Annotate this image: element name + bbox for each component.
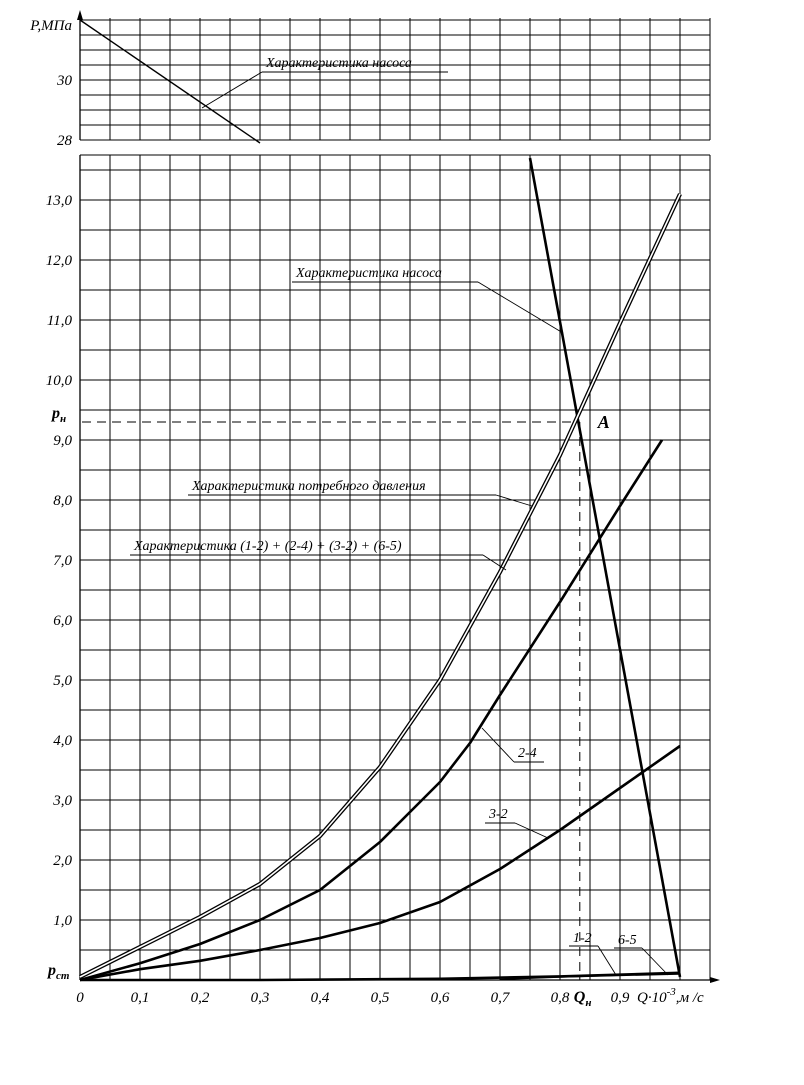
y-tick-label: 12,0 [45, 253, 72, 269]
x-tick-label: 0,3 [250, 990, 270, 1006]
label-required-pressure: Характеристика потребного давления [192, 479, 426, 494]
x-tick-label: 0,6 [430, 990, 450, 1006]
y-tick-label: 5,0 [53, 673, 72, 689]
label-6-5: 6-5 [618, 933, 637, 948]
label-2-4-leader [482, 728, 514, 762]
grid [80, 18, 710, 980]
x-tick-label: 0,7 [490, 990, 510, 1006]
y-tick-label: 6,0 [53, 613, 72, 629]
pump-curve-lower [530, 158, 680, 977]
y-axis-title: P,МПа [30, 18, 72, 34]
annotation-leaders [130, 72, 668, 975]
label-pump-upper-leader [202, 72, 262, 108]
x-tick-label: 0,8 [550, 990, 570, 1006]
x-tick-label: 0 [76, 990, 84, 1006]
y-tick-label-upper: 30 [57, 73, 72, 89]
y-tick-label: 9,0 [53, 433, 72, 449]
label-pump-lower: Характеристика насоса [296, 266, 442, 281]
operating-point-label: A [597, 412, 610, 432]
y-tick-label: 8,0 [53, 493, 72, 509]
y-tick-label: 10,0 [45, 373, 72, 389]
x-tick-label: 0,2 [190, 990, 210, 1006]
label-pump-upper: Характеристика насоса [266, 56, 412, 71]
y-tick-label-upper: 28 [57, 133, 72, 149]
label-6-5-leader [642, 948, 668, 975]
label-2-4: 2-4 [518, 746, 537, 761]
y-tick-label: 2,0 [53, 853, 72, 869]
label-1-2: 1-2 [573, 931, 592, 946]
y-tick-label: 4,0 [53, 733, 72, 749]
label-3-2: 3-2 [489, 807, 508, 822]
x-tick-label: 0,1 [130, 990, 150, 1006]
q-n-label: $Q_н$ [573, 989, 592, 1009]
axes [77, 10, 720, 983]
y-tick-label: 7,0 [53, 553, 72, 569]
y-tick-label: 13,0 [45, 193, 72, 209]
y-tick-label: 3,0 [53, 793, 72, 809]
x-tick-label: 0,9 [610, 990, 630, 1006]
x-axis-arrow [710, 977, 720, 983]
y-tick-label: 11,0 [46, 313, 72, 329]
label-sum-characteristic: Характеристика (1-2) + (2-4) + (3-2) + (6-5) [134, 539, 402, 554]
p-n-label: $p_н$ [52, 405, 67, 425]
y-tick-label: 1,0 [53, 913, 72, 929]
x-axis-title: $Q\cdot 10^{-3},м$ /с [637, 986, 704, 1006]
y-axis-arrow [77, 10, 83, 20]
x-tick-label: 0,5 [370, 990, 390, 1006]
p-st-label: $p_{ст}$ [48, 962, 70, 982]
x-tick-label: 0,4 [310, 990, 330, 1006]
